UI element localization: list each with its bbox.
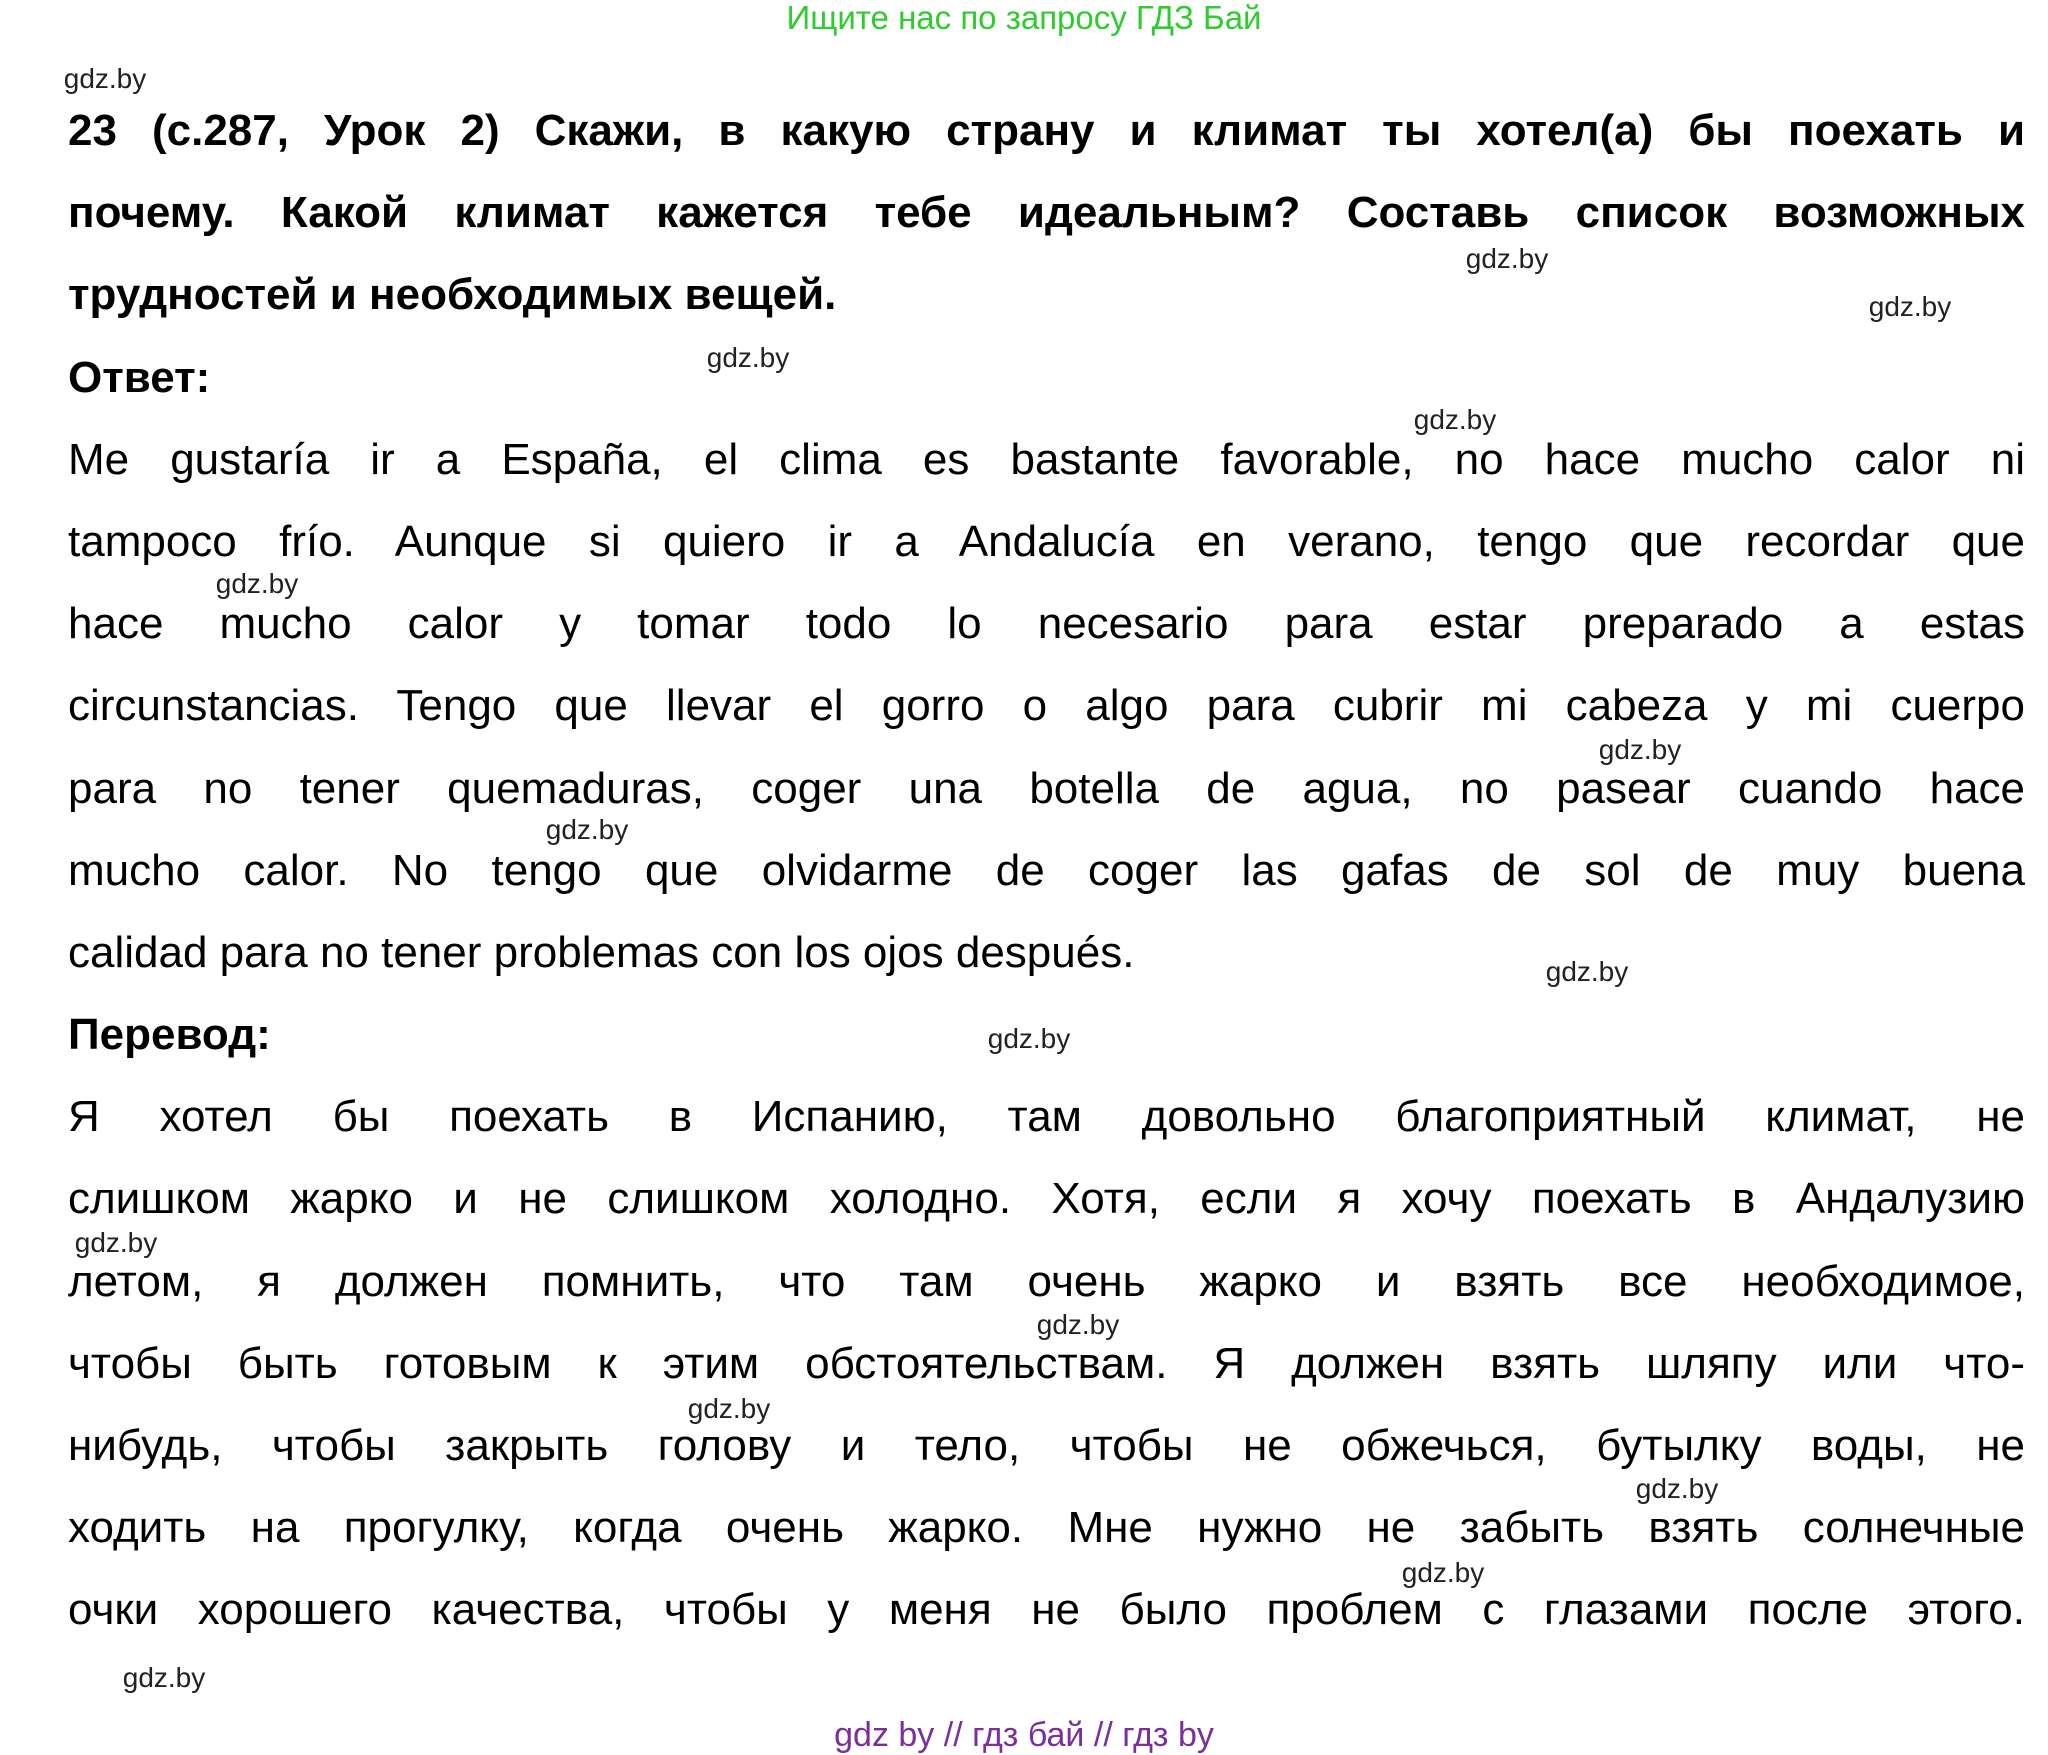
translation-line: Я хотел бы поехать в Испанию, там довольно благоприятный климат, не [68, 1092, 2025, 1142]
watermark: gdz.by [545, 814, 629, 845]
answer-line: tampoco frío. Aunque si quiero ir a Andalucía en verano, tengo que recordar que [68, 516, 2025, 566]
watermark: gdz.by [1635, 1473, 1719, 1504]
question-line: почему. Какой климат кажется тебе идеальным? Составь список возможных [68, 188, 2025, 238]
answer-line: para no tener quemaduras, coger una botella de agua, no pasear cuando hace [68, 763, 2025, 813]
answer-line: hace mucho calor y tomar todo lo necesario para estar preparado a estas [68, 599, 2025, 649]
answer-line: circunstancias. Tengo que llevar el gorro o algo para cubrir mi cabeza y mi cuerpo [68, 681, 2025, 731]
document-body [68, 90, 2025, 1652]
watermark: gdz.by [74, 1227, 158, 1258]
question-line: 23 (с.287, Урок 2) Скажи, в какую страну и климат ты хотел(а) бы поехать и [68, 106, 2025, 155]
watermark: gdz.by [1413, 404, 1497, 435]
answer-line: mucho calor. No tengo que olvidarme de coger las gafas de sol de muy buena [68, 845, 2025, 895]
answer-line: Me gustaría ir a España, el clima es bastante favorable, no hace mucho calor ni [68, 434, 2025, 484]
translation-line: слишком жарко и не слишком холодно. Хотя, если я хочу поехать в Андалузию [68, 1174, 2025, 1224]
watermark: gdz.by [1465, 243, 1549, 274]
translation-line: летом, я должен помнить, что там очень жарко и взять все необходимое, [68, 1256, 2025, 1306]
translation-line: чтобы быть готовым к этим обстоятельствам. Я должен взять шляпу или что- [68, 1338, 2025, 1388]
watermark: gdz.by [706, 342, 790, 373]
watermark: gdz.by [687, 1393, 771, 1424]
question-line: трудностей и необходимых вещей. [68, 270, 837, 320]
footer-links: gdz by // гдз бай // гдз by [834, 1716, 1214, 1754]
translation-line: ходить на прогулку, когда очень жарко. Мне нужно не забыть взять солнечные [68, 1503, 2025, 1553]
translation-heading: Перевод: [68, 1010, 271, 1060]
translation-line: нибудь, чтобы закрыть голову и тело, чтобы не обжечься, бутылку воды, не [68, 1421, 2025, 1470]
watermark: gdz.by [1545, 956, 1629, 987]
watermark: gdz.by [1401, 1557, 1485, 1588]
watermark: gdz.by [63, 63, 147, 94]
watermark: gdz.by [987, 1023, 1071, 1054]
watermark: gdz.by [122, 1662, 206, 1693]
answer-heading: Ответ: [68, 352, 211, 402]
watermark: gdz.by [1036, 1309, 1120, 1340]
watermark: gdz.by [215, 568, 299, 599]
search-banner: Ищите нас по запросу ГДЗ Бай [786, 0, 1262, 36]
translation-line: очки хорошего качества, чтобы у меня не было проблем с глазами после этого. [68, 1585, 2025, 1635]
watermark: gdz.by [1598, 734, 1682, 765]
answer-line: calidad para no tener problemas con los ojos después. [68, 927, 1135, 977]
watermark: gdz.by [1868, 291, 1952, 322]
